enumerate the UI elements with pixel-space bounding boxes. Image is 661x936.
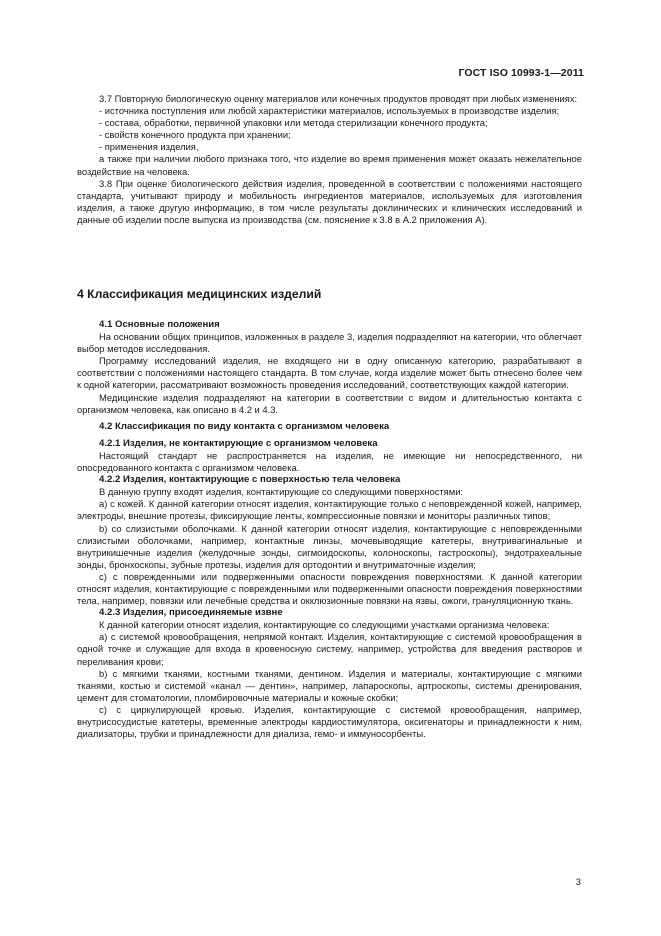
- subsection-4-1-title: 4.1 Основные положения: [99, 319, 220, 330]
- para-4-1-1: На основании общих принципов, изложенных в разделе 3, изделия подразделяют на категории, что облегчает выбор методов исследования.: [77, 331, 582, 355]
- para-4-2-2-intro: В данную группу входят изделия, контактирующие со следующими поверхностями:: [99, 486, 464, 498]
- para-3-8: 3.8 При оценке биологического действия изделия, проведенной в соответствии с положениями настоящего стандарта, учитывают природу и мобильность ингредиентов материалов, используемых для изготовления изделия, а также другую информацию, в том числе результаты доклинических и клинических исследований и данные об изделии после выпуска из производства (см. пояснение к 3.8 в А.2 приложения А).: [77, 177, 582, 225]
- para-4-2-3-intro: К данной категории относят изделия, контактирующие со следующими участками организма человека:: [99, 619, 550, 631]
- list-item-c: c) с циркулирующей кровью. Изделия, контактирующие с системой кровообращения, например, внутрисосудистые катетеры, временные электроды кардиостимулятора, оксигенаторы и принадлежности к ним, диализаторы, трубки и принадлежности для диализа, гемо- и иммуносорбенты.: [77, 703, 582, 740]
- para-3-7-intro: 3.7 Повторную биологическую оценку материалов или конечных продуктов проводят при любых изменениях:: [99, 93, 578, 104]
- page-number: 3: [575, 876, 581, 887]
- standard-id: ГОСТ ISO 10993-1—2011: [458, 67, 584, 79]
- list-item: - применения изделия,: [99, 141, 199, 153]
- list-item-b: b) со слизистыми оболочками. К данной категории относят изделия, контактирующие с неповрежденными слизистыми оболочками, например, контактные линзы, мочевыводящие катетеры, внутривагинальные и внутрикишечные изделия (желудочные зонды, сигмоидоскопы, колоноскопы, гастроскопы), эндотрахеальные зонды, бронхоскопы, зубные протезы, изделия для ортодонтии и внутриматочные изделия;: [77, 522, 582, 570]
- para-4-1-2: Программу исследований изделия, не входящего ни в одну описанную категорию, разрабатывают в соответствии с положениями настоящего стандарта. В том случае, когда изделие может быть отнесено более чем к одной категории, рассматривают возможность проведения исследований, соответствующих каждой категории.: [77, 355, 582, 391]
- subsection-4-2-title: 4.2 Классификация по виду контакта с организмом человека: [99, 420, 390, 432]
- list-item-a: a) с системой кровообращения, непрямой контакт. Изделия, контактирующие с системой кровообращения в одной точке и служащие для входа в кровеносную систему, например, устройства для введения растворов и переливания крови;: [77, 631, 582, 667]
- section-4-title: 4 Классификация медицинских изделий: [77, 287, 322, 301]
- list-item: - свойств конечного продукта при хранении;: [99, 129, 291, 141]
- subsection-4-2-2-title: 4.2.2 Изделия, контактирующие с поверхностью тела человека: [99, 474, 401, 486]
- subsection-4-2-1-title: 4.2.1 Изделия, не контактирующие с организмом человека: [99, 437, 378, 449]
- list-item-c: c) с поврежденными или подверженными опасности повреждения поверхностями. К данной категории относят изделия, контактирующие с поврежденными или подверженными опасности повреждения поверхностями тела, например, повязки или лечебные средства и окклюзионные повязки на язвы, ожоги, грануляционную ткань.: [77, 570, 582, 607]
- list-item-b: b) с мягкими тканями, костными тканями, дентином. Изделия и материалы, контактирующие с мягкими тканями, костью и системой «канал — дентин», например, лапароскопы, артроскопы, системы дренирования, цемент для стоматологии, пломбировочные материалы и кожные скобки;: [77, 667, 582, 703]
- para-4-2-1: Настоящий стандарт не распространяется на изделия, не имеющие ни непосредственного, ни опосредованного контакта с организмом человека.: [77, 449, 582, 474]
- section-4-body: [77, 319, 582, 740]
- list-item: - источника поступления или любой характеристики материалов, используемых в производстве изделия;: [99, 105, 560, 117]
- para-4-1-3: Медицинские изделия подразделяют на категории в соответствии с видом и длительностью контакта с организмом человека, как описано в 4.2 и 4.3.: [77, 391, 582, 415]
- list-item-a: a) с кожей. К данной категории относят изделия, контактирующие только с неповрежденной кожей, например, электроды, внешние протезы, фиксирующие ленты, компрессионные повязки и мониторы различных типов;: [77, 498, 582, 522]
- para-3-7-tail: а также при наличии любого признака того, что изделие во время применения может оказать нежелательное воздействие на человека.: [77, 153, 582, 177]
- subsection-4-2-3-title: 4.2.3 Изделия, присоединяемые извне: [99, 607, 283, 619]
- list-item: - состава, обработки, первичной упаковки или метода стерилизации конечного продукта;: [99, 117, 488, 129]
- section-3-continued: [77, 93, 582, 226]
